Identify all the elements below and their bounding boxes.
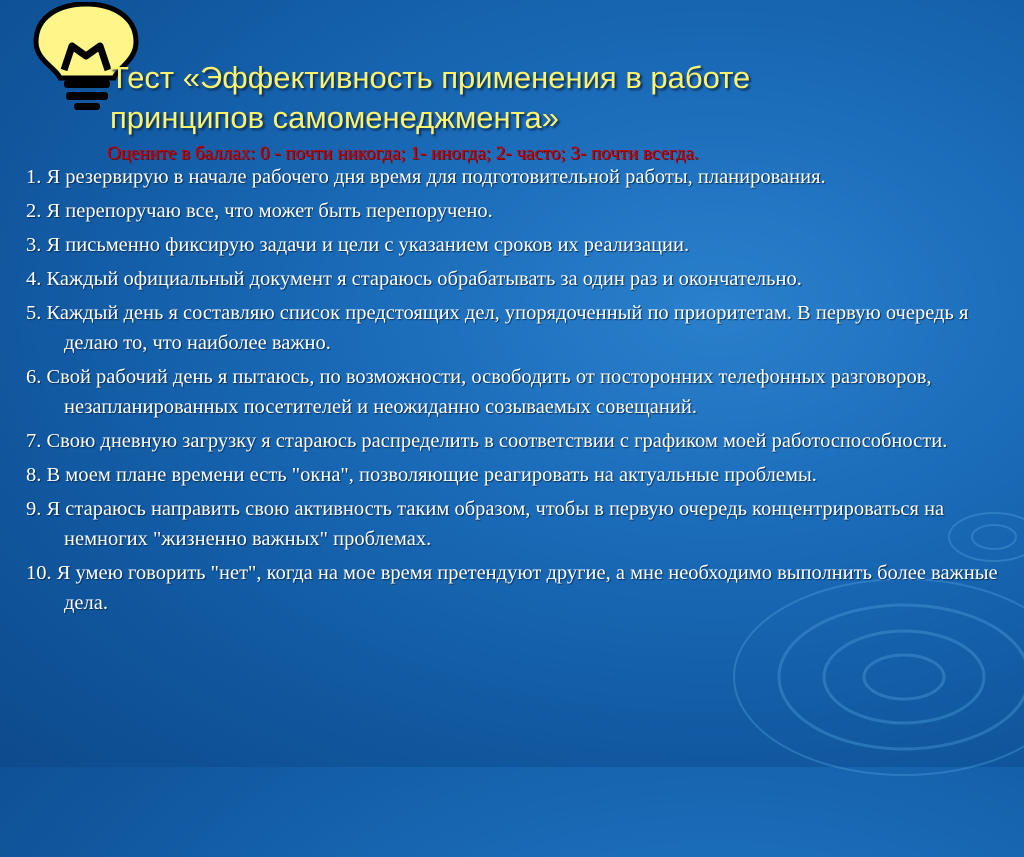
slide-title: Тест «Эффективность применения в работе принципов самоменеджмента» (110, 60, 751, 135)
question-item: 8. В моем плане времени есть "окна", позволяющие реагировать на актуальные проблемы. (26, 464, 817, 486)
question-list (26, 162, 1016, 622)
question-item: 5. Каждый день я составляю список предстоящих дел, упорядоченный по приоритетам. В первую очередь я делаю то, что наиболее важно. (26, 302, 969, 354)
question-item: 2. Я перепоручаю все, что может быть перепоручено. (26, 200, 493, 222)
question-item: 9. Я стараюсь направить свою активность таким образом, чтобы в первую очередь концентрироваться на немногих "жизненно важных" проблемах. (26, 498, 945, 550)
question-item: 10. Я умею говорить "нет", когда на мое время претендуют другие, а мне необходимо выполнить более важные дела. (26, 562, 998, 614)
question-item: 7. Свою дневную загрузку я стараюсь распределить в соответствии с графиком моей работоспособности. (26, 430, 948, 452)
question-item: 3. Я письменно фиксирую задачи и цели с указанием сроков их реализации. (26, 234, 690, 256)
question-item: 4. Каждый официальный документ я стараюсь обрабатывать за один раз и окончательно. (26, 268, 802, 290)
rating-instructions: Оцените в баллах: 0 - почти никогда; 1- иногда; 2- часто; 3- почти всегда. (107, 143, 699, 164)
question-item: 6. Свой рабочий день я пытаюсь, по возможности, освободить от посторонних телефонных разговоров, незапланированных посетителей и неожиданно созываемых совещаний. (26, 366, 932, 418)
question-item: 1. Я резервирую в начале рабочего дня время для подготовительной работы, планирования. (26, 166, 826, 188)
